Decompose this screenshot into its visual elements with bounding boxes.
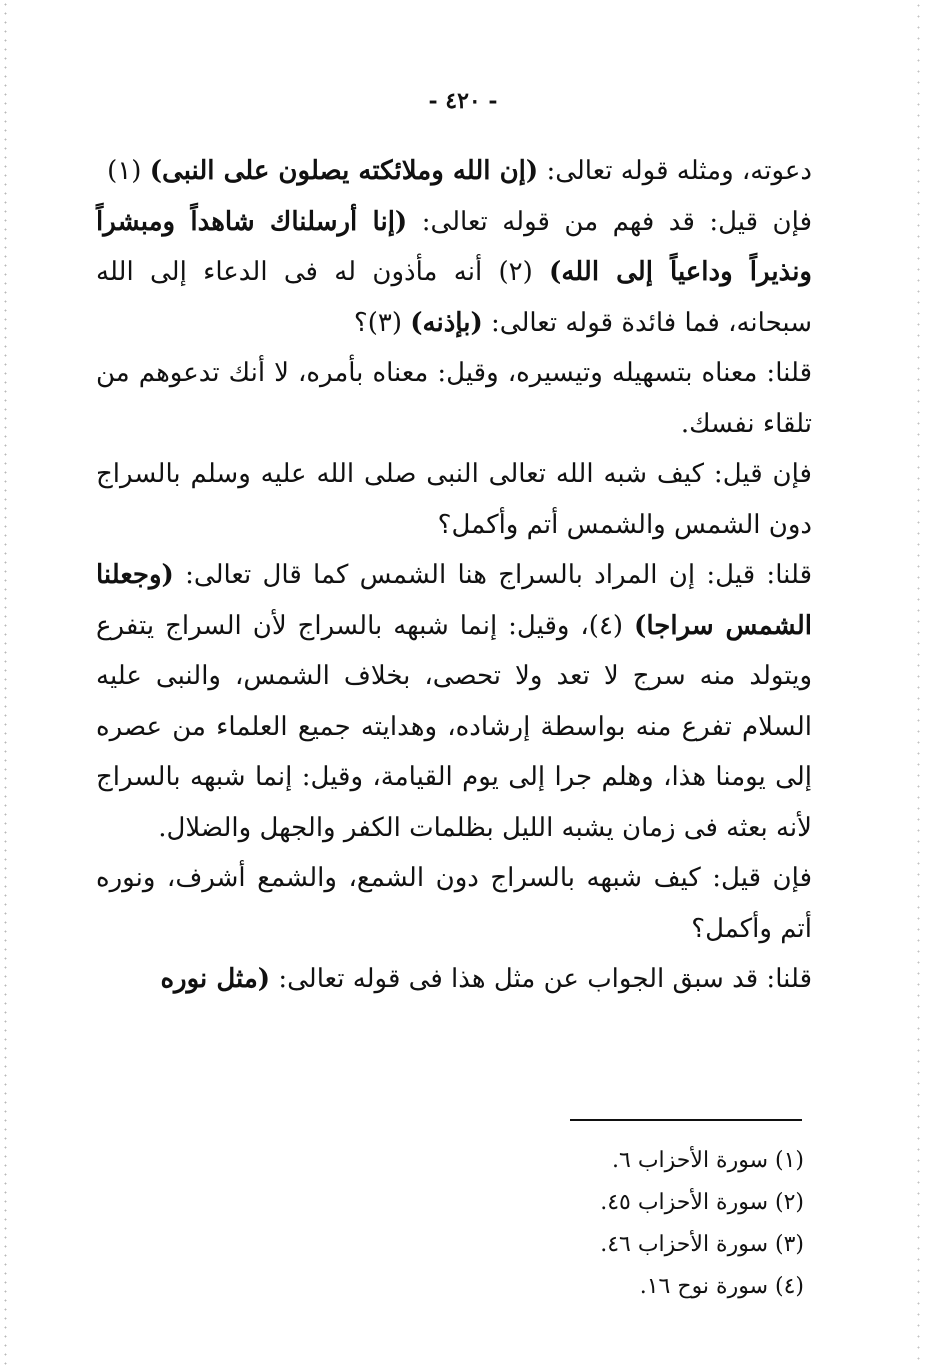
body-text [96, 146, 812, 1005]
paragraph [96, 954, 812, 1005]
text-segment: دعوته، ومثله قوله تعالى: [538, 156, 812, 186]
paragraph [96, 348, 812, 449]
text-segment: (٢) أنه مأذون له فى الدعاء إلى الله سبحانه، فما فائدة قوله تعالى: [96, 257, 812, 338]
text-segment: قلنا: قد سبق الجواب عن مثل هذا فى قوله تعالى: [270, 964, 812, 994]
paragraph [96, 449, 812, 550]
quran-quote: (وجعلنا الشمس سراجا) [96, 560, 812, 641]
text-segment: فإن قيل: قد فهم من قوله تعالى: [407, 206, 812, 237]
text-segment: (١) [107, 156, 150, 186]
paragraph [96, 146, 812, 197]
quran-quote: (مثل نوره [160, 964, 271, 994]
text-segment: قلنا: قيل: إن المراد بالسراج هنا الشمس كما قال تعالى: [173, 560, 812, 590]
quran-quote: (إن الله وملائكته يصلون على النبى) [149, 156, 539, 186]
footnote: (٤) سورة نوح ١٦. [639, 1274, 804, 1299]
footnote: (٢) سورة الأحزاب ٤٥. [600, 1190, 804, 1215]
page-number: - ٤٢٠ - [428, 88, 498, 114]
text-segment: فإن قيل: كيف شبهه بالسراج دون الشمع، والشمع أشرف، ونوره أتم وأكمل؟ [96, 863, 812, 944]
quran-quote: (إنا أرسلناك شاهداً ومبشراً ونذيراً وداعياً إلى الله) [96, 206, 812, 287]
text-segment: فإن قيل: كيف شبه الله تعالى النبى صلى الله عليه وسلم بالسراج دون الشمس والشمس أتم وأكمل؟ [96, 459, 812, 540]
text-segment: (٣)؟ [353, 307, 411, 338]
paragraph [96, 853, 812, 954]
footnote: (٣) سورة الأحزاب ٤٦. [600, 1232, 804, 1257]
text-segment: (٤)، وقيل: إنما شبهه بالسراج لأن السراج يتفرع ويتولد منه سرج لا تعد ولا تحصى، بخلاف الشمس، والنبى عليه السلام تفرع منه بواسطة إرشاده، وهدايته جميع العلماء من عصره إلى يومنا هذا، وهلم جرا إلى يوم القيامة، وقيل: إنما شبهه بالسراج لأنه بعثه فى زمان يشبه الليل بظلمات الكفر والجهل والضلال. [96, 610, 812, 843]
footnote: (١) سورة الأحزاب ٦. [612, 1148, 804, 1173]
quran-quote: (بإذنه) [410, 307, 483, 338]
scan-edge-right [917, 0, 920, 1366]
footnote-separator [570, 1119, 802, 1121]
paragraph [96, 550, 812, 853]
footnotes [600, 1140, 804, 1308]
scan-edge-left [4, 0, 7, 1366]
text-segment: قلنا: معناه بتسهيله وتيسيره، وقيل: معناه بأمره، لا أنك تدعوهم من تلقاء نفسك. [96, 358, 812, 439]
paragraph [96, 197, 812, 349]
